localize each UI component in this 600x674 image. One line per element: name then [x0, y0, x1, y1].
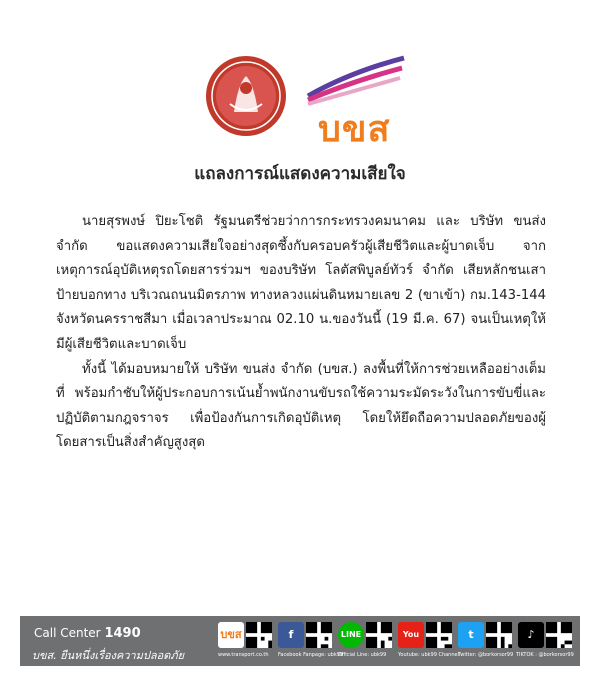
- statement-body: [56, 210, 546, 456]
- royal-seal-icon: [204, 54, 288, 138]
- social-caption: Facebook Fanpage: ubk99: [278, 652, 344, 658]
- social-caption: TIKTOK : @borkorsor99: [516, 652, 574, 658]
- social-caption: Official Line: ubk99: [338, 652, 387, 658]
- social-caption: Youtube: ubk99 Channel: [398, 652, 459, 658]
- footer-bar: [20, 616, 580, 666]
- call-center-label: Call Center: [34, 626, 101, 640]
- brand-text: บขส: [318, 109, 391, 150]
- qr-code-icon: [486, 622, 512, 648]
- page-title: แถลงการณ์แสดงความเสียใจ: [194, 164, 406, 184]
- qr-code-icon: [546, 622, 572, 648]
- qr-code-icon: [366, 622, 392, 648]
- header-logos: [0, 52, 600, 150]
- social-caption: Twitter: @borkorsor99: [458, 652, 514, 658]
- paragraph-2: ทั้งนี้ ได้มอบหมายให้ บริษัท ขนส่ง จำกัด (บขส.) ลงพื้นที่ให้การช่วยเหลืออย่างเต็มที่ พร้อมกำชับให้ผู้ประกอบการเน้นย้ำพนักงานขับรถใช้ความระมัดระวังในการขับขี่และปฏิบัติตามกฎจราจร เพื่อป้องกันการเกิดอุบัติเหตุ โดยให้ยึดถือความปลอดภัยของผู้โดยสารเป็นสิ่งสำคัญสูงสุด: [56, 361, 546, 451]
- twitter-icon[interactable]: t: [458, 622, 484, 648]
- tiktok-icon[interactable]: ♪: [518, 622, 544, 648]
- website-icon[interactable]: บขส: [218, 622, 244, 648]
- call-center: [34, 626, 141, 641]
- qr-code-icon: [306, 622, 332, 648]
- line-icon[interactable]: LINE: [338, 622, 364, 648]
- paragraph-1: นายสุรพงษ์ ปิยะโชติ รัฐมนตรีช่วยว่าการกระทรวงคมนาคม และ บริษัท ขนส่ง จำกัด ขอแสดงความเสียใจอย่างสุดซึ้งกับครอบครัวผู้เสียชีวิตและผู้บาดเจ็บ จากเหตุการณ์อุบัติเหตุรถโดยสารร่วมฯ ของบริษัท โลตัสพิบูลย์ทัวร์ จำกัด เสียหลักชนเสาป้ายบอกทาง บริเวณถนนมิตรภาพ ทางหลวงแผ่นดินหมายเลข 2 (ขาเข้า) กม.143-144 จังหวัดนครราชสีมา เมื่อเวลาประมาณ 02.10 น.ของวันนี้ (19 มี.ค. 67) จนเป็นเหตุให้มีผู้เสียชีวิตและบาดเจ็บ: [56, 214, 546, 352]
- qr-code-icon: [246, 622, 272, 648]
- facebook-icon[interactable]: f: [278, 622, 304, 648]
- slogan: บขส. ยืนหนึ่งเรื่องความปลอดภัย: [32, 649, 185, 662]
- social-caption: www.transport.co.th: [218, 652, 269, 658]
- youtube-icon[interactable]: You: [398, 622, 424, 648]
- qr-code-icon: [426, 622, 452, 648]
- call-center-number: 1490: [104, 626, 141, 641]
